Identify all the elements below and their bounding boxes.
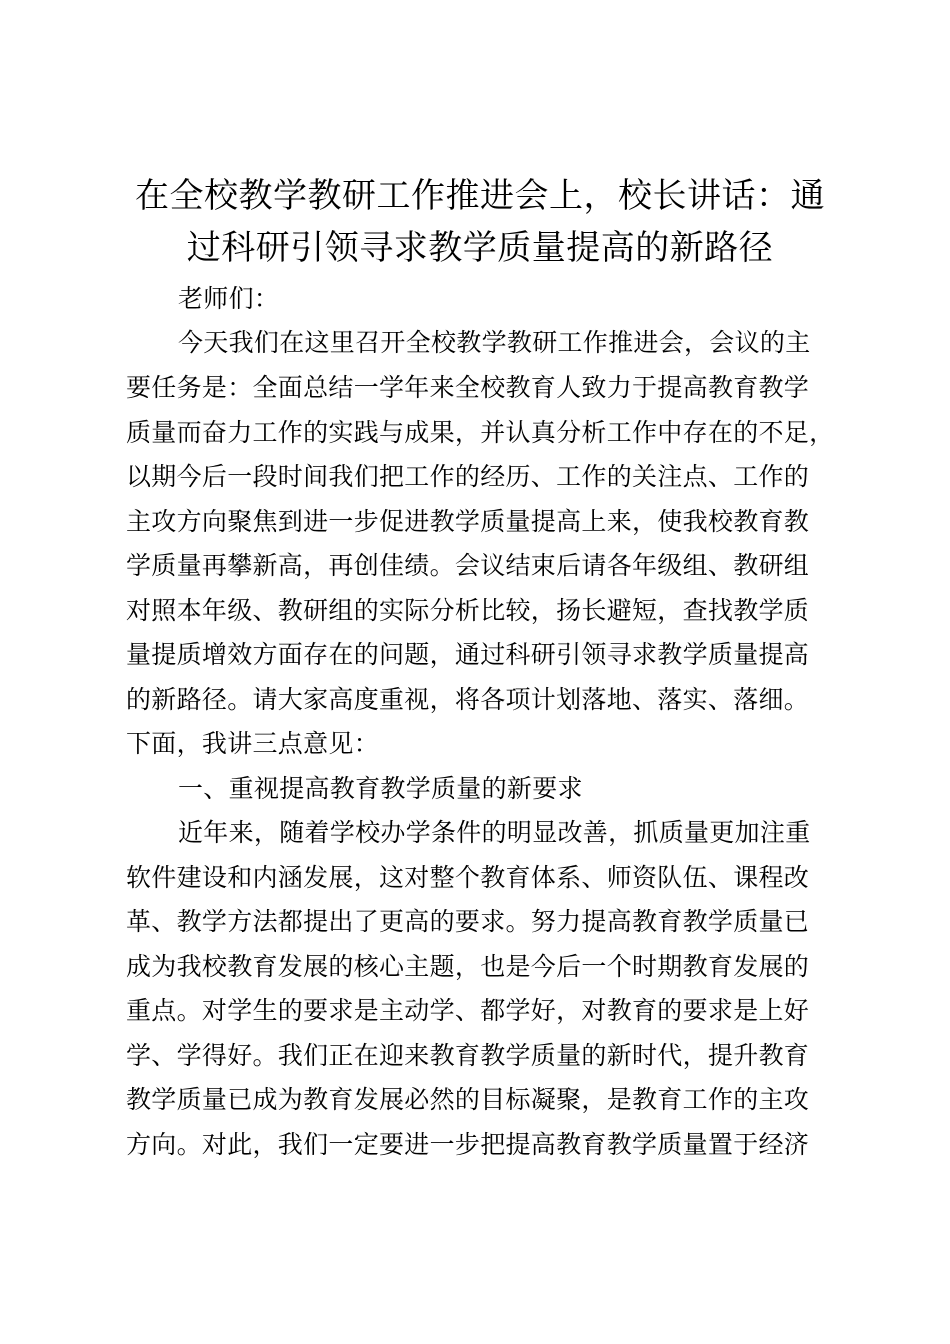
paragraph-line: 对照本年级、教研组的实际分析比较，扬长避短，查找教学质 bbox=[126, 596, 810, 625]
paragraph-line: 软件建设和内涵发展，这对整个教育体系、师资队伍、课程改 bbox=[126, 863, 810, 892]
paragraph-line: 重点。对学生的要求是主动学、都学好，对教育的要求是上好 bbox=[126, 996, 810, 1025]
paragraph-line: 主攻方向聚焦到进一步促进教学质量提高上来，使我校教育教 bbox=[126, 507, 810, 536]
paragraph-line: 成为我校教育发展的核心主题，也是今后一个时期教育发展的 bbox=[126, 952, 810, 981]
paragraph-line: 量提质增效方面存在的问题，通过科研引领寻求教学质量提高 bbox=[126, 640, 810, 669]
paragraph-line: 教学质量已成为教育发展必然的目标凝聚，是教育工作的主攻 bbox=[126, 1085, 810, 1114]
document-title: 在全校教学教研工作推进会上，校长讲话：通过科研引领寻求教学质量提高的新路径 bbox=[135, 176, 825, 268]
salutation: 老师们： bbox=[178, 284, 280, 313]
paragraph-line: 的新路径。请大家高度重视，将各项计划落地、落实、落细。 bbox=[126, 685, 810, 714]
paragraph-line: 学、学得好。我们正在迎来教育教学质量的新时代，提升教育 bbox=[126, 1041, 810, 1070]
paragraph-line: 学质量再攀新高，再创佳绩。会议结束后请各年级组、教研组 bbox=[126, 551, 810, 580]
paragraph-line: 质量而奋力工作的实践与成果，并认真分析工作中存在的不足， bbox=[126, 418, 835, 447]
paragraph-line: 以期今后一段时间我们把工作的经历、工作的关注点、工作的 bbox=[126, 462, 810, 491]
section-heading: 一、重视提高教育教学质量的新要求 bbox=[178, 774, 583, 803]
paragraph-line: 革、教学方法都提出了更高的要求。努力提高教育教学质量已 bbox=[126, 907, 810, 936]
paragraph-line: 要任务是：全面总结一学年来全校教育人致力于提高教育教学 bbox=[126, 373, 810, 402]
paragraph-line: 今天我们在这里召开全校教学教研工作推进会，会议的主 bbox=[178, 328, 811, 357]
paragraph-line: 方向。对此，我们一定要进一步把提高教育教学质量置于经济 bbox=[126, 1130, 810, 1159]
paragraph-line: 下面，我讲三点意见： bbox=[126, 729, 380, 758]
paragraph-line: 近年来，随着学校办学条件的明显改善，抓质量更加注重 bbox=[178, 818, 811, 847]
